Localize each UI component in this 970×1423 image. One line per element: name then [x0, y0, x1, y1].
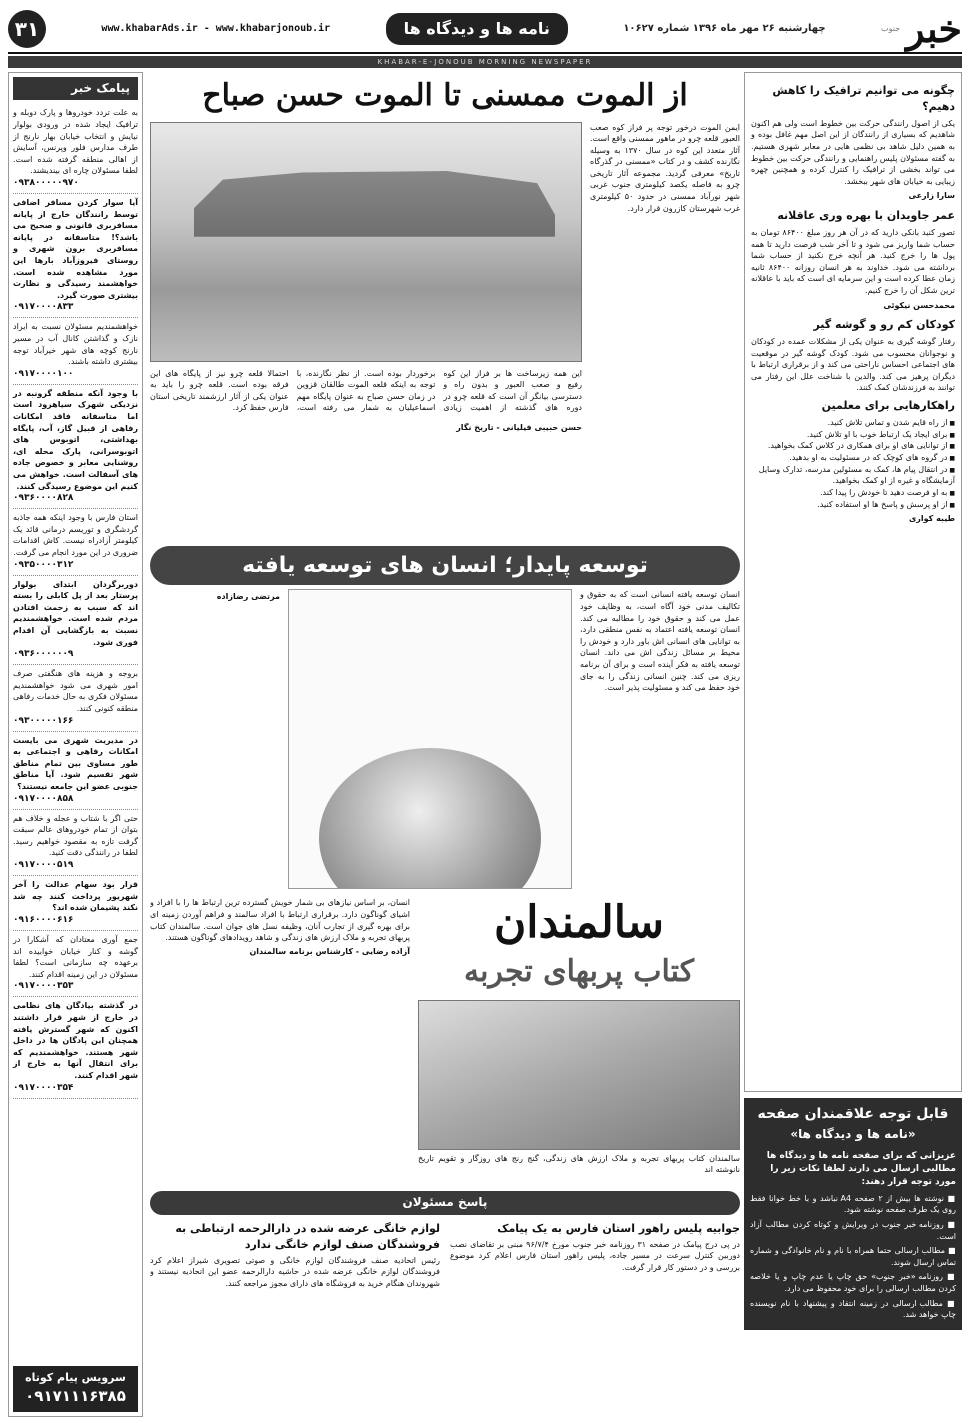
sms-number: ۰۹۳۵۰۰۰۰۳۱۲	[13, 559, 74, 570]
sms-text: جمع آوری معتادان که آشکارا در گوشه و کنار خیابان خوابیده اند برعهده چه سازمانی است؟ لطفا مسئولان در این زمینه اقدام کنند.	[13, 934, 138, 979]
reply2-title: لوازم خانگی عرضه شده در دارالرحمه ارتباطی به فروشندگان صنف لوازم خانگی ندارد	[175, 1221, 440, 1251]
list-item: ■ در گروه های کوچک که در مسئولیت به او بدهید.	[751, 452, 955, 464]
list-item	[13, 509, 138, 575]
replies-section	[150, 1219, 740, 1290]
sms-text: آیا سوار کردن مسافر اضافی توسط رانندگان خارج از پایانه مسافربری قانونی و صحیح می باشد؟! متاسفانه در پایانه مسافربری برون شهری و روستای فیروزآباد بارها این مورد مشاهده شده است. خواهشمند رسیدگی و نظارت بیشتری صورت گیرد.	[13, 198, 138, 300]
article3-text: رفتار گوشه گیری به عنوان یکی از مشکلات عمده در کودکان و نوجوانان محسوب می شود. کودک گوشه گیر در موقعیت های اجتماعی احساس ناراحتی می کند و از برقراری ارتباط با دیگران پرهیز می کند. والدین با شناخت علل این رفتار می توانند به فرزندشان کمک کنند.	[751, 337, 955, 393]
development-banner: توسعه پایدار؛ انسان های توسعه یافته	[150, 546, 740, 586]
tips-title: راهکارهایی برای معلمین	[821, 399, 955, 413]
list-item: ■ از راه قایم شدن و تماس تلاش کنید.	[751, 417, 955, 429]
alamut-article	[150, 122, 740, 542]
sms-number: ۰۹۱۷۰۰۰۰۳۵۳	[13, 981, 74, 992]
list-item: ■ مطالب ارسالی حتما همراه با نام و نام خانوادگی و شماره تماس ارسال شوند.	[750, 1245, 956, 1268]
fortress-photo	[150, 122, 582, 362]
list-item	[13, 931, 138, 997]
body-text: این همه زیرساخت ها بر فراز این کوه رفیع و صعب العبور و بدون راه و دسترسی بیانگر آن است که قلعه چرو در دوره های گذشته از اهمیت زیادی برخوردار بوده است. از نظر نگارنده، با توجه به اینکه قلعه الموت طالقان قزوین در زمان حسن صباح به عنوان پایگاه مهم اسماعیلیان به شمار می رفته است، احتمالا قلعه چرو نیز از پایگاه های این فرقه بوده است. قلعه چرو را باید به عنوان یکی از آثار ارزشمند تاریخی استان فارس حفظ کرد.	[150, 368, 582, 413]
list-item	[13, 318, 138, 384]
masthead	[8, 6, 962, 54]
list-item	[13, 876, 138, 931]
list-item: ■ نوشته ها بیش از ۲ صفحه A4 نباشد و با خط خوانا فقط روی یک طرف صفحه نوشته شود.	[750, 1193, 956, 1216]
list-item: ■ مطالب ارسالی در زمینه انتقاد و پیشنهاد با نام نویسنده چاپ خواهد شد.	[750, 1298, 956, 1321]
sms-number: ۰۹۱۶۰۰۰۰۶۱۶	[13, 914, 74, 925]
sms-heading: پیامک خبر	[13, 77, 138, 100]
main-column	[150, 72, 740, 1417]
sms-text: قرار بود سهام عدالت را آخر شهریور پرداخت کنند چه شد نکند پشیمان شده اند؟	[13, 880, 138, 913]
notice-lead: عزیزانی که برای صفحه نامه ها و دیدگاه ها مطالبی ارسال می دارند لطفا نکات زیر را مورد توجه قرار دهند:	[766, 1150, 956, 1187]
sms-number: ۰۹۳۶۰۰۰۰۸۲۸	[13, 493, 74, 504]
list-item: ■ به او فرصت دهید تا خودش را پیدا کند.	[751, 487, 955, 499]
list-item: ■ در انتقال پیام ها، کمک به مسئولین مدرسه، تدارک وسایل آزمایشگاه و غیره از او کمک بخواهید.	[751, 464, 955, 487]
masthead-subbar: KHABAR-E-JONOUB MORNING NEWSPAPER	[8, 56, 962, 68]
list-item: ■ برای ایجاد یک ارتباط خوب با او تلاش کنید.	[751, 429, 955, 441]
article2-author: محمدحسن نیکوئی	[883, 300, 955, 310]
list-item: ■ روزنامه خبر جنوب در ویرایش و کوتاه کردن مطالب آزاد است.	[750, 1219, 956, 1242]
sms-service-title: سرویس پیام کوتاه	[25, 1371, 126, 1385]
sms-number: ۰۹۳۶۰۰۰۰۰۰۹	[13, 649, 74, 660]
sms-service-footer	[13, 1366, 138, 1412]
sms-number: ۰۹۱۷۰۰۰۰۱۰۰	[13, 368, 74, 379]
article1-author: سارا زارعی	[908, 191, 955, 201]
sms-text: در گذشته بیادگان های نظامی در خارج از شهر قرار داشتند اکنون که شهر گسترش یافته همچنان این پادگان ها در داخل شهر هستند. خواهشمندیم که برای انتقال آنها به خارج از شهر اقدام کنند.	[13, 1001, 138, 1080]
elderly-title: سالمندان	[493, 897, 665, 949]
sms-column	[8, 72, 143, 1417]
list-item: ■ روزنامه «خبر جنوب» حق چاپ یا عدم چاپ و یا خلاصه کردن مطالب ارسالی را برای خود محفوظ می دارد.	[750, 1271, 956, 1294]
page-number: ۳۱	[8, 10, 46, 48]
logo-subtitle: جنوب	[881, 24, 901, 34]
list-item: ■ از توانایی های او برای همکاری در کلاس کمک بخواهید.	[751, 440, 955, 452]
list-item	[13, 997, 138, 1098]
article3-author: طیبه کواری	[908, 514, 955, 524]
author-3: آزاده رضایی - کارشناس برنامه سالمندان	[249, 946, 410, 956]
issue-line: چهارشنبه ۲۶ مهر ماه ۱۳۹۶ شماره ۱۰۶۲۷	[623, 22, 826, 34]
sms-text: بروجه و هزینه های هنگفتی صرف امور شهری می شود خواهشمندیم مسئولان فکری به حال خدمات رفاهی منطقه کنونی کنند.	[13, 669, 138, 714]
right-column	[744, 72, 962, 1417]
reply2-text: رئیس اتحادیه صنف فروشندگان لوازم خانگی و صوتی تصویری شیراز اعلام کرد فروشندگان لوازم خانگی عرضه شده در حاشیه دارالرحمه عضو این اتحادیه نیستند و شهروندان هنگام خرید به فروشگاه های دارای مجوز مراجعه کنند.	[150, 1255, 440, 1288]
elderly-text: انسان، بر اساس نیازهای بی شمار خویش گسترده ترین ارتباط ها را با افراد و اشیای گوناگون دارد. برقراری ارتباط با افراد سالمند و فراهم آوردن زمینه ای برای بهره گیری از تجارب آنان، وظیفه نسل های جوان است. سالمندان کتاب پربهای تجربه و ملاک ارزش های زندگی و شاهد رویدادهای گوناگون هستند.	[150, 898, 410, 943]
elderly-article	[150, 897, 740, 1187]
submission-notice	[744, 1098, 962, 1330]
sms-number: ۰۹۱۷۰۰۰۰۸۳۳	[13, 302, 74, 313]
list-item	[13, 665, 138, 731]
main-headline: از الموت ممسنی تا الموت حسن صباح	[202, 78, 688, 113]
right-articles	[744, 72, 962, 1092]
sms-text: خواهشمندیم مسئولان نسبت به ایراد نازک و گذاشتن کانال آب در مسیر نارنج کوچه های شهر خیرآباد توجه بیشتری داشته باشند.	[13, 322, 138, 367]
earth-shape	[319, 748, 541, 889]
logo-area	[881, 1, 962, 56]
list-item	[13, 732, 138, 810]
tips-list	[751, 417, 955, 510]
reply1-title: جوابیه پلیس راهور استان فارس به یک پیامک	[497, 1221, 740, 1235]
article1-text: یکی از اصول رانندگی حرکت بین خطوط است ولی هم اکنون شاهدیم که بسیاری از رانندگان از این اصل مهم غافل بوده و به همین دلیل شاهد بی نظمی هایی در معابر شهری هستیم. به گفته مسئولان پلیس راهنمایی و رانندگی حرکت بین خطوط می تواند بخشی از ترافیک را کنترل کرده و همچنین چهره زیبایی به خیابان های شهر ببخشد.	[751, 118, 955, 186]
list-item	[13, 576, 138, 666]
list-item	[13, 385, 138, 509]
list-item	[13, 810, 138, 876]
notice-subtitle: «نامه ها و دیدگاه ها»	[790, 1127, 916, 1142]
notice-title: قابل توجه علاقمندان صفحه	[757, 1106, 949, 1122]
list-item	[13, 104, 138, 194]
article2-text: تصور کنید بانکی دارید که در آن هر روز مبلغ ۸۶۴۰۰ تومان به حساب شما واریز می شود و تا آخر شب فرصت دارید تا همه پول ها را خرج کنید. هر آنچه خرج نکنید از حساب شما برداشته می شود. خداوند به هر انسان روزانه ۸۶۴۰۰ ثانیه زمان عطا کرده است و این سرمایه ای است که باید با عاقلانه ترین شکل آن را خرج کنیم.	[751, 227, 955, 295]
sms-text: با وجود آنکه منطقه گرونبه در نزدیکی شهرک سیاهرود است اما متاسفانه فاقد امکانات رفاهی از قبیل گاز، آب، پایگاه بهداشتی، اتوبوس های اتوبوسرانی، پارک محله ای، روشنایی معابر و خصوص جاده های آسفالت است. خواهش می کنیم این موضوع رسیدگی کنند.	[13, 388, 138, 491]
article3-title: کودکان کم رو و گوشه گیر	[813, 318, 955, 332]
author-1: حسن حبیبی فیلیانی - تاریخ نگار	[456, 422, 582, 432]
development-article	[150, 589, 740, 889]
sms-text: دوربرگردان ابتدای بولوار پرستار بعد از پل کابلی را بسته اند که سبب به زحمت افتادن مردم شده است. خواهشمندیم نسبت به بازگشایی آن اقدام فوری شود.	[13, 579, 138, 647]
reply1-text: در پی درج پیامک در صفحه ۳۱ روزنامه خبر جنوب مورخ ۹۶/۷/۴ مبنی بر تقاضای نصب دوربین کنترل سرعت در مسیر جاده، پلیس راهور استان فارس اعلام کرد موضوع بررسی و در دستور کار قرار گرفت.	[450, 1239, 740, 1272]
development-text: انسان توسعه یافته انسانی است که به حقوق و تکالیف مدنی خود آگاه است، به وظایف خود عمل می کند و حقوق خود را مطالبه می کند. انسان توسعه یافته اعتماد به نفس منطقی دارد، به توانایی های انسانی اش باور دارد و خودش را محیط بر مسائل زندگی اش می داند. انسان توسعه یافته به فکر آینده است و برای آن برنامه ریزی می کند. چنین انسانی زندگی را به جای خود حفظ می کند و مسئولیت پذیر است.	[580, 590, 740, 693]
author-2: مرتضی رضازاده	[216, 592, 280, 602]
lead-text: ایمن الموت درخور توجه پر فراز کوه صعب العبور قلعه چرو در ماهور ممسنی واقع است. آثار متعدد این کوه در سال ۱۳۷۰ به وسیله نگارنده کشف و در کتاب «ممسنی در گذرگاه تاریخ» معرفی گردید. مجموعه آثار تاریخی چرو به فاصله یکصد کیلومتری جنوب غربی شهر نورآباد ممسنی در حدود ۵۰ کیلومتری غرب شهرستان کازرون قرار دارد.	[590, 122, 740, 213]
section-title: نامه ها و دیدگاه ها	[386, 13, 568, 44]
sms-number: ۰۹۱۷۰۰۰۰۵۱۹	[13, 860, 74, 871]
website-urls[interactable]: www.khabarAds.ir - www.khabarjonoub.ir	[101, 22, 331, 34]
replies-bar: پاسخ مسئولان	[150, 1191, 740, 1214]
sms-list	[13, 104, 138, 1098]
notice-list	[750, 1193, 956, 1321]
sms-number: ۰۹۳۰۰۰۰۰۱۶۶	[13, 715, 74, 726]
article1-title: چگونه می توانیم ترافیک را کاهش دهیم؟	[772, 84, 955, 113]
elderly-caption: سالمندان کتاب پربهای تجربه و ملاک ارزش های زندگی، گنج رنج های روزگار و تقویم تاریخ نانوشته اند	[418, 1153, 740, 1175]
list-item: ■ از او پرسش و پاسخ ها او استفاده کنید.	[751, 499, 955, 511]
sms-text: به علت تردد خودروها و پارک دوبله و ترافیک ایجاد شده در ورودی بولوار نیایش و انتخاب خیابان بهار نارنج از طرف مدارس فلور وپرنس، آسایش از اهالی منطقه گرفته شده است. لطفا مسئولان چاره ای بیندیشند.	[13, 108, 138, 176]
sms-text: در مدیریت شهری می بایست امکانات رفاهی و اجتماعی به طور مساوی بین تمام مناطق شهر تقسیم شود. آیا مناطق جنوبی عضو این جامعه نیستند؟	[13, 735, 138, 792]
article2-title: عمر جاویدان با بهره وری عاقلانه	[777, 209, 955, 223]
globe-illustration	[288, 589, 572, 889]
elderly-photo	[418, 1000, 740, 1150]
newspaper-logo: خبر	[906, 6, 962, 52]
sms-number: ۰۹۳۸۰۰۰۰۰۹۷۰	[13, 177, 79, 188]
elderly-subtitle: کتاب پربهای تجربه	[463, 954, 694, 990]
sms-text: استان فارس با وجود اینکه همه جاذبه گردشگری و توریسم درمانی قائد یک کیلومتر آزادراه نیست. کاش اقدامات ضروری در این مورد انجام می گرفت.	[13, 513, 138, 557]
sms-service-number[interactable]: ۰۹۱۷۱۱۱۶۳۸۵	[25, 1387, 126, 1406]
cliff-shape	[194, 165, 555, 236]
list-item	[13, 194, 138, 318]
sms-number: ۰۹۱۷۰۰۰۰۳۵۴	[13, 1082, 74, 1093]
sms-text: حتی اگر با شتاب و عجله و خلاف هم بتوان از تمام خودروهای عالم سبقت گرفت تازه به مقصود خواهیم رسید. لطفا در رانندگی دقت کنید.	[13, 813, 138, 858]
sms-number: ۰۹۱۷۰۰۰۰۸۵۸	[13, 793, 74, 804]
